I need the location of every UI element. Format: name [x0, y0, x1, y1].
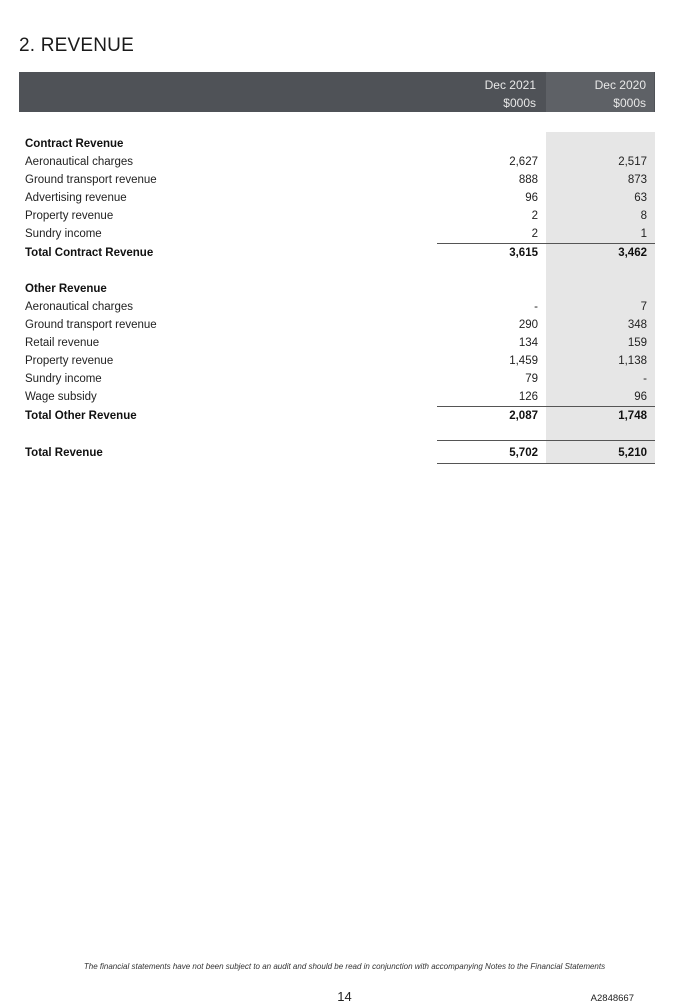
column-unit: $000s [503, 96, 536, 110]
column-header-dec-2021 [436, 72, 544, 112]
section-heading-other: Other Revenue [25, 283, 107, 295]
grand-total-bottom-rule [437, 463, 655, 464]
column-period: Dec 2021 [484, 78, 536, 92]
table-row: Wage subsidy 126 96 [25, 391, 647, 403]
table-row: Property revenue 1,459 1,138 [25, 355, 647, 367]
column-period: Dec 2020 [594, 78, 646, 92]
table-row: Sundry income 79 - [25, 373, 647, 385]
footer-disclaimer: The financial statements have not been subject to an audit and should be read in conjunction with accompanying Notes to the Financial Statements [83, 962, 606, 971]
total-row-other: Total Other Revenue 2,087 1,748 [25, 410, 647, 422]
total-row-contract: Total Contract Revenue 3,615 3,462 [25, 247, 647, 259]
grand-total-top-rule [437, 440, 655, 441]
table-row: Ground transport revenue 888 873 [25, 174, 647, 186]
table-row: Sundry income 2 1 [25, 228, 647, 240]
section-heading-contract: Contract Revenue [25, 138, 124, 150]
column-unit: $000s [613, 96, 646, 110]
grand-total-row: Total Revenue 5,702 5,210 [25, 447, 647, 459]
page-title: 2. REVENUE [19, 35, 134, 56]
table-header [19, 72, 655, 112]
table-row: Retail revenue 134 159 [25, 337, 647, 349]
column-header-dec-2020 [546, 72, 654, 112]
table-row: Property revenue 2 8 [25, 210, 647, 222]
table-row: Aeronautical charges 2,627 2,517 [25, 156, 647, 168]
table-row: Advertising revenue 96 63 [25, 192, 647, 204]
page-number: 14 [337, 989, 352, 1004]
table-row: Aeronautical charges - 7 [25, 301, 647, 313]
table-row: Ground transport revenue 290 348 [25, 319, 647, 331]
document-id: A2848667 [590, 993, 634, 1004]
